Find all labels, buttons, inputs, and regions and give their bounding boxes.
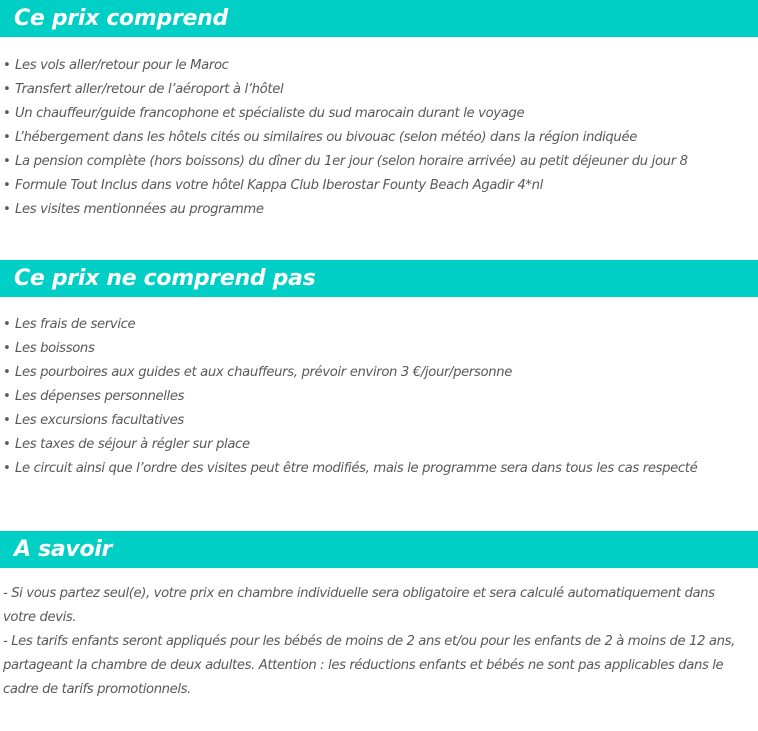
list-item: • Les boissons [3,337,752,361]
list-item: • Un chauffeur/guide francophone et spécialiste du sud marocain durant le voyage [3,102,752,126]
list-item: • Les vols aller/retour pour le Maroc [3,54,752,78]
section-title-good-to-know: A savoir [14,536,113,562]
list-item: • Les pourboires aux guides et aux chauffeurs, prévoir environ 3 €/jour/personne [3,361,752,385]
paragraph: - Si vous partez seul(e), votre prix en chambre individuelle sera obligatoire et sera calculé automatiquement dans votre devis. [3,586,715,625]
list-item: • Transfert aller/retour de l’aéroport à l’hôtel [3,78,752,102]
section-title-included: Ce prix comprend [14,5,228,31]
section-title-not-included: Ce prix ne comprend pas [14,265,316,291]
section-body-included [0,54,758,222]
paragraph: - Les tarifs enfants seront appliqués pour les bébés de moins de 2 ans et/ou pour les enfants de 2 à moins de 12 ans, partageant la chambre de deux adultes. Attention : les réductions enfants et bébés ne sont pas applicables dans le cadre de tarifs promotionnels. [3,634,735,697]
list-item: • Les taxes de séjour à régler sur place [3,433,752,457]
section-body-good-to-know [0,582,758,702]
list-item: • Formule Tout Inclus dans votre hôtel Kappa Club Iberostar Founty Beach Agadir 4*nl [3,174,752,198]
not-included-list [3,313,752,481]
section-body-not-included [0,313,758,481]
list-item: • Le circuit ainsi que l’ordre des visites peut être modifiés, mais le programme sera dans tous les cas respecté [3,457,752,481]
section-header-not-included [0,260,758,297]
list-item: • Les dépenses personnelles [3,385,752,409]
list-item: • La pension complète (hors boissons) du dîner du 1er jour (selon horaire arrivée) au petit déjeuner du jour 8 [3,150,752,174]
spacer [0,568,758,582]
spacer [0,297,758,313]
included-list [3,54,752,222]
list-item: • Les frais de service [3,313,752,337]
spacer [0,222,758,260]
spacer [0,481,758,531]
list-item: • Les visites mentionnées au programme [3,198,752,222]
list-item: • Les excursions facultatives [3,409,752,433]
section-header-good-to-know [0,531,758,568]
spacer [0,37,758,54]
section-header-included [0,0,758,37]
list-item: • L’hébergement dans les hôtels cités ou similaires ou bivouac (selon météo) dans la région indiquée [3,126,752,150]
